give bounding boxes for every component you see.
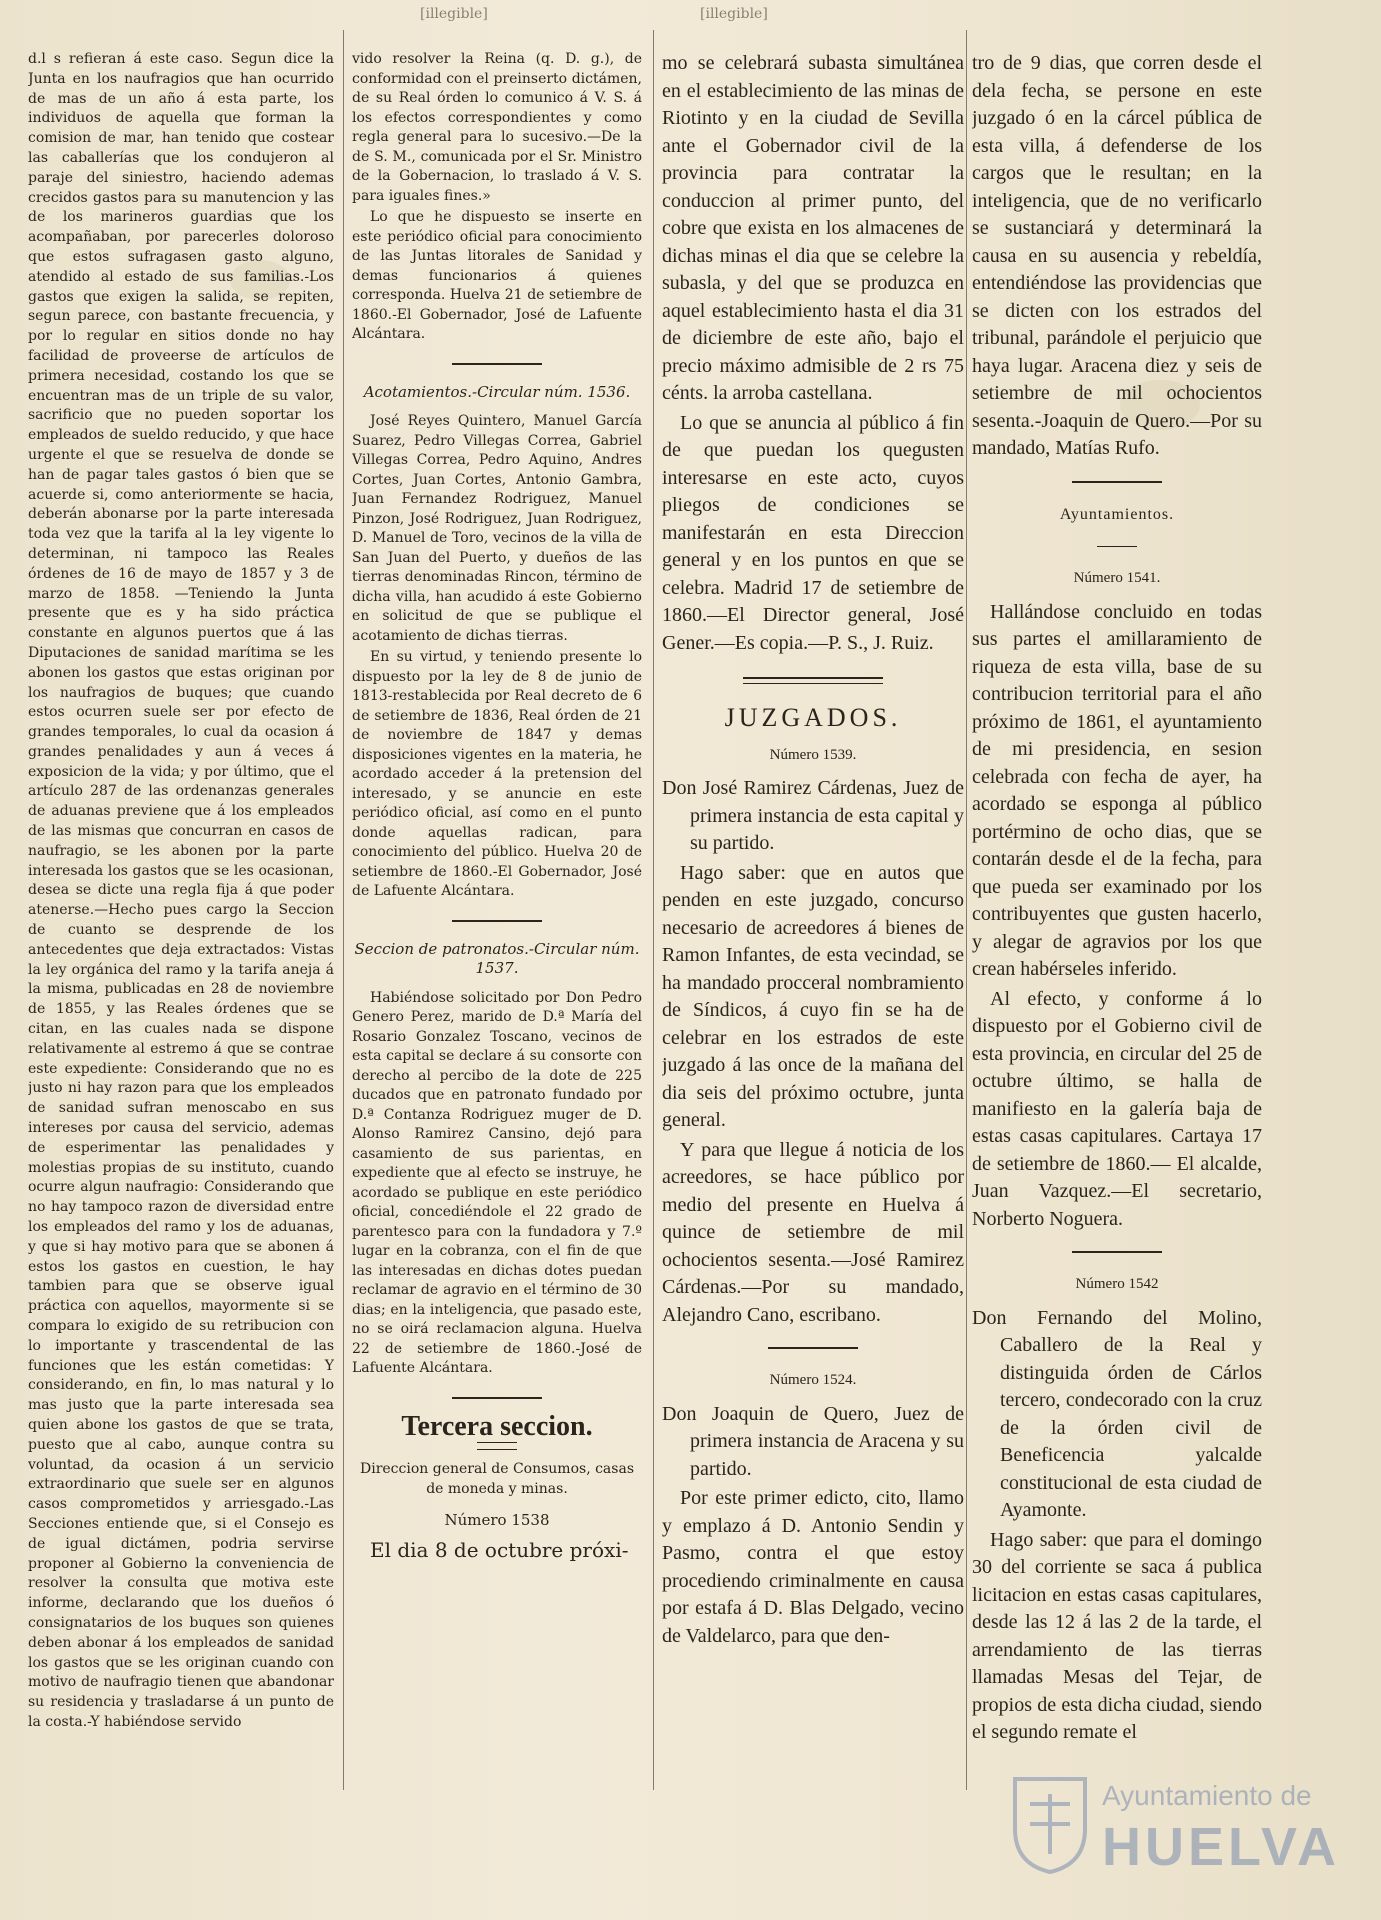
- header-left: [illegible]: [420, 6, 488, 22]
- column-2: [352, 50, 642, 1780]
- notice-number-1524: Número 1524.: [769, 1372, 857, 1388]
- notice-number-1538: Número 1538: [444, 1511, 550, 1529]
- column-4: [972, 50, 1262, 1780]
- page-header: [0, 0, 1381, 30]
- separator: [768, 1347, 858, 1349]
- article-text: Hago saber: que en autos que penden en este juzgado, concurso necesario de acreedores á bienes de Ramon Infantes, de esta vecindad, se ha mandado procceral nombramiento de Síndicos, á cuyo fin se ha de celebrar en los estrados de este juzgado á las once de la mañana del dia seis del próximo octubre, junta general.: [662, 861, 964, 1131]
- watermark-line2: HUELVA: [1102, 1817, 1340, 1877]
- circular-heading-1536: Acotamientos.-Circular núm. 1536.: [363, 382, 631, 401]
- column-rule: [966, 30, 967, 1790]
- column-1: [28, 50, 334, 1780]
- article-text: En su virtud, y teniendo presente lo dispuesto por la ley de 8 de junio de 1813-restablecida por Real decreto de 6 de setiembre de 1836, Real órden de 21 de noviembre de 1847 y demas disposiciones vigentes en la materia, he acordado acceder á la pretension del interesado, y se anuncie en este periódico oficial, así como en el punto donde aquellas radican, para conocimiento del público. Huelva 20 de setiembre de 1860.-El Gobernador, José de Lafuente Alcántara.: [352, 649, 642, 899]
- separator: [1072, 481, 1162, 483]
- article-text: José Reyes Quintero, Manuel García Suarez, Pedro Villegas Correa, Gabriel Villegas Correa, Pedro Aquino, Andres Cortes, Juan Cortes, Antonio Gambra, Juan Fernandez Rodriguez, Manuel Pinzon, José Rodriguez, Juan Rodriguez, D. Manuel de Toro, vecinos de la villa de San Juan del Puerto, y dueños de las tierras denominadas Rincon, término de dicha villa, han acudido á este Gobierno en solicitud de que se publique el acotamiento de dichas tierras.: [352, 413, 642, 644]
- article-text: El dia 8 de octubre próxi-: [370, 1537, 629, 1562]
- article-text: Por este primer edicto, cito, llamo y emplazo á D. Antonio Sendin y Pasmo, contra el que estoy procediendo criminalmente en causa por estafa á D. Blas Delgado, vecino de Valdelarco, para que den-: [662, 1487, 964, 1647]
- coat-of-arms-icon: [1010, 1774, 1090, 1874]
- separator: [1097, 546, 1137, 547]
- column-3: [662, 50, 964, 1780]
- notice-heading: Don José Ramirez Cárdenas, Juez de primera instancia de esta capital y su partido.: [662, 777, 964, 854]
- article-text: d.l s refieran á este caso. Segun dice la Junta en los naufragios que han ocurrido de mas de un año á esta parte, los individuos de aquella que forman la comision de mar, han tenido que costear las caballerías que los condujeron al paraje del siniestro, haciendo ademas crecidos gastos para su manutencion y las de los marineros guardias que los acompañaban, por parecerles doloroso que estos sufragasen gasto alguno, atendido al estado de sus familias.-Los gastos que exigen la salida, se repiten, segun parece, con bastante frecuencia, y por lo regular en sitios donde no hay facilidad de proveerse de artículos de primera necesidad, costando los que se encuentran mas de un triple de su valor, sacrificio que no pueden soportar los empleados de sueldo reducido, y que hace urgente el que se resuelva de donde se han de pagar tales gastos ó bien que se acuerde si, como anteriormente se hacia, deberán abonarse por la parte interesada toda vez que la tarifa al la ley vigente lo determinan, ni tampoco las Reales órdenes de 16 de mayo de 1857 y 3 de marzo de 1858. —Teniendo la Junta presente que es y ha sido práctica constante en algunos puertos que á las Diputaciones de sanidad marítima se les abonen los gastos que estas originan por los naufragios de buques; que cuando estos ocurren suele ser por efecto de grandes temporales, lo cual da ocasion á grandes penalidades y aun á veces á exposicion de la vida; y por último, que el artículo 287 de las ordenanzas generales de aduanas previene que á los empleados de las mismas que concurran en casos de naufragio, se les abonen por la parte interesada los gastos que se les ocasionan, desea se dicte una regla fija á que poder atenerse.—Hecho pues cargo la Seccion de cuanto se desprende de los antecedentes que deja extractados: Vistas la ley orgánica del ramo y la tarifa aneja á la misma, publicadas en 28 de noviembre de 1855, y las Reales órdenes que se citan, en las cuales nada se dispone relativamente al estremo á que se contrae este expediente: Considerando que no es justo ni hay razon para que los empleados de sanidad sufran menoscabo en sus intereses por causa del servicio, ademas de esperimentar las penalidades y molestias propias de su instituto, cuando ocurre algun naufragio: Considerando que no hay tampoco razon de diversidad entre los empleados del ramo y los de aduanas, y que si hay motivo para que se abonen á estos los gastos en cuestion, le hay tambien para que se observe igual práctica con aquellos, mayormente si se compara lo exigido de su retribucion con lo importante y trascendental de las funciones que les están cometidas: Y considerando, en fin, lo mas natural y lo mas justo que la parte interesada sea quien abone los gastos de que se trata, puesto que al cabo, aunque contra su voluntad, da ocasion á un servicio extraordinario que suele ser en algunos casos comprometidos y arriesgado.-Las Secciones entiende que, si el Consejo es de igual dictámen, podria servirse proponer al Gobierno la conveniencia de resolver la consulta que motiva este informe, declarando que los dueños ó consignatarios de los buques son quienes deben abonar á los empleados de sanidad los gastos que se les originan cuando con motivo de naufragio tienen que abandonar su residencia y trasladarse á un punto de la costa.-Y habiéndose servido: [28, 51, 334, 1730]
- article-text: tro de 9 dias, que corren desde el dela fecha, se persone en este juzgado ó en la cárcel pública de esta villa, á defenderse de los cargos que le resultan; en la inteligencia, que de no verificarlo se sustanciará y determinará la causa en su ausencia y rebeldía, entendiéndose las providencias que se dicten con los estrados del tribunal, parándole el perjuicio que haya lugar. Aracena diez y seis de setiembre de mil ochocientos sesenta.-Joaquin de Quero.—Por su mandado, Matías Rufo.: [972, 52, 1262, 459]
- article-text: Al efecto, y conforme á lo dispuesto por el Gobierno civil de esta provincia, en circular del 25 de octubre último, se halla de manifiesto en la galería baja de estas casas capitulares. Cartaya 17 de setiembre de 1860.— El alcalde, Juan Vazquez.—El secretario, Norberto Noguera.: [972, 987, 1262, 1230]
- section-title-juzgados: JUZGADOS.: [724, 703, 902, 732]
- watermark-line1: Ayuntamiento de: [1102, 1780, 1312, 1811]
- article-text: mo se celebrará subasta simultánea en el establecimiento de las minas de Riotinto y en la ciudad de Sevilla ante el Gobernador civil de la provincia para contratar la conduccion al primer punto, del cobre que exista en los almacenes de dichas minas el dia que se celebre la subasla, y del que se produzca en aquel establecimiento hasta el dia 31 de diciembre de este año, bajo el precio máximo admisible de 2 rs 75 cénts. la arroba castellana.: [662, 52, 964, 404]
- article-text: vido resolver la Reina (q. D. g.), de conformidad con el preinserto dictámen, de su Real órden lo comunico á V. S. á los efectos correspondientes y como regla general para lo sucesivo.—De la de S. M., comunicada por el Sr. Ministro de la Gobernacion, lo traslado á V. S. para iguales fines.»: [352, 51, 642, 204]
- directorate-title: Direccion general de Consumos, casas de moneda y minas.: [360, 1461, 634, 1497]
- circular-heading-1537: Seccion de patronatos.-Circular núm. 1537.: [354, 939, 640, 977]
- section-rule: [743, 677, 883, 684]
- notice-heading: Don Joaquin de Quero, Juez de primera instancia de Aracena y su partido.: [662, 1402, 964, 1480]
- archive-watermark: [1010, 1770, 1350, 1880]
- separator: [452, 363, 542, 365]
- article-text: Habiéndose solicitado por Don Pedro Genero Perez, marido de D.ª María del Rosario Gonzalez Toscano, vecinos de esta capital se declare á su consorte con derecho al percibo de la dote de 225 ducados que en patronato fundado por D.ª Contanza Rodriguez muger de D. Alonso Ramirez Cansino, dejó para casamiento de sus parientas, en expediente que al efecto se instruye, he acordado se publique en este periódico oficial, concediéndole el 22 grado de parentesco para con la fundadora y 7.º lugar en la cobranza, con el fin de que las interesadas en dichas dotes puedan reclamar de agravio en el término de 30 dias; en la inteligencia, que pasado este, no se oirá reclamacion alguna. Huelva 22 de setiembre de 1860.-José de Lafuente Alcántara.: [352, 989, 642, 1376]
- column-rule: [343, 30, 344, 1790]
- section-title-ayuntamientos: Ayuntamientos.: [1059, 505, 1175, 523]
- separator: [1072, 1251, 1162, 1253]
- double-rule: [477, 1442, 517, 1450]
- notice-number-1539: Número 1539.: [769, 746, 857, 763]
- article-text: Y para que llegue á noticia de los acreedores, se hace público por medio del presente en Huelva á quince de setiembre de mil ochocientos sesenta.—José Ramirez Cárdenas.—Por su mandado, Alejandro Cano, escribano.: [662, 1138, 964, 1326]
- article-text: Hago saber: que para el domingo 30 del corriente se saca á publica licitacion en estas casas capitulares, desde las 12 á las 2 de la tarde, el arrendamiento de las tierras llamadas Mesas del Tejar, de propios de esta dicha ciudad, siendo el segundo remate el: [972, 1528, 1262, 1743]
- section-title: Tercera seccion.: [401, 1410, 593, 1442]
- notice-number-1542: Número 1542: [1075, 1276, 1159, 1292]
- separator: [452, 1397, 542, 1399]
- header-right: [illegible]: [700, 6, 768, 22]
- article-text: Hallándose concluido en todas sus partes el amillaramiento de riqueza de esta villa, base de su contribucion territorial para el año próximo de 1861, el ayuntamiento de mi presidencia, en sesion celebrada con fecha de ayer, ha acordado se esponga al público portérmino de ocho dias, que se contarán desde el de la fecha, para que pueda ser examinado por los contribuyentes que gusten hacerlo, y alegar de agravios por los que crean habérseles inferido.: [972, 600, 1262, 980]
- notice-number-1541: Número 1541.: [1073, 570, 1161, 586]
- article-text: Lo que he dispuesto se inserte en este periódico oficial para conocimiento de las Juntas litorales de Sanidad y demas funcionarios á quienes corresponda. Huelva 21 de setiembre de 1860.-El Gobernador, José de Lafuente Alcántara.: [352, 209, 642, 342]
- article-text: Lo que se anuncia al público á fin de que puedan los quegusten interesarse en este acto, cuyos pliegos de condiciones se manifestarán en esta Direccion general y en los puntos en que se celebra. Madrid 17 de setiembre de 1860.—El Director general, José Gener.—Es copia.—P. S., J. Ruiz.: [662, 411, 964, 654]
- column-rule: [653, 30, 654, 1790]
- separator: [452, 920, 542, 922]
- notice-heading: Don Fernando del Molino, Caballero de la Real y distinguida órden de Cárlos tercero, condecorado con la cruz de la órden civil de Beneficencia yalcalde constitucional de esta ciudad de Ayamonte.: [972, 1306, 1262, 1521]
